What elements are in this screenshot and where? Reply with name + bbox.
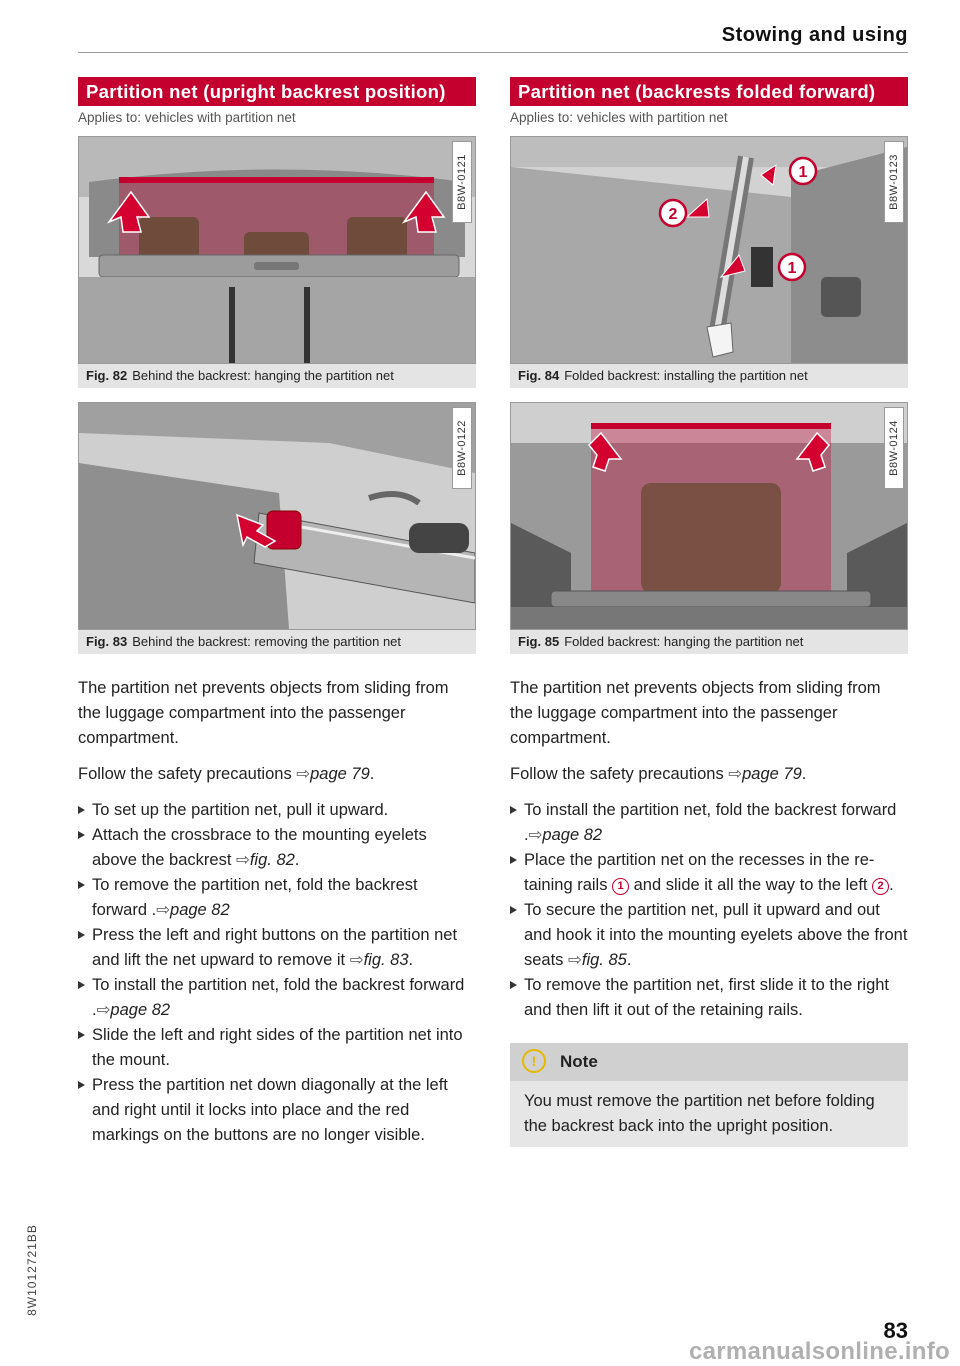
footer-watermark: carmanualsonline.info bbox=[688, 1338, 950, 1365]
figure-82-illustration bbox=[79, 137, 475, 363]
figure-84-illustration bbox=[511, 137, 907, 363]
callout-2-icon: 2 bbox=[872, 878, 889, 895]
xref-link[interactable]: page 79 bbox=[310, 765, 370, 783]
right-applies: Applies to: vehicles with partition net bbox=[510, 110, 728, 125]
right-steps bbox=[510, 798, 908, 1023]
figure-85 bbox=[510, 402, 908, 630]
list-item: Place the partition net on the recesses in the retaining rails 1 and slide it all the way to the left 2 . bbox=[510, 848, 908, 898]
list-item: Press the partition net down diagonally at the left and right until it locks into place and the red markings on the buttons are no longer visible. bbox=[78, 1073, 476, 1148]
xref-link[interactable]: fig. 83 bbox=[363, 951, 409, 969]
note-title: Note bbox=[560, 1052, 598, 1071]
note-header bbox=[510, 1043, 908, 1081]
document-code: 8W1012721BB bbox=[25, 1224, 39, 1316]
list-item: To secure the partition net, pull it upward and out and hook it into the mounting eyelets above the front seats ⇨fig. 85. bbox=[510, 898, 908, 973]
list-item: To remove the partition net, first slide it to the right and then lift it out of the retaining rails. bbox=[510, 973, 908, 1023]
note-body: You must remove the partition net before folding the backrest back into the upright position. bbox=[524, 1092, 875, 1135]
left-heading: Partition net (upright backrest position) bbox=[78, 77, 476, 106]
xref-link[interactable]: fig. 85 bbox=[581, 951, 627, 969]
figure-code: B8W-0122 bbox=[452, 407, 472, 489]
callout-2: 2 bbox=[668, 206, 678, 223]
list-item: To install the partition net, fold the backrest forward .⇨page 82 bbox=[78, 973, 476, 1023]
left-steps bbox=[78, 798, 476, 1148]
figure-83 bbox=[78, 402, 476, 630]
xref-link[interactable]: page 82 bbox=[170, 901, 230, 919]
right-body bbox=[510, 676, 908, 1023]
xref-link[interactable]: fig. 82 bbox=[249, 851, 295, 869]
figure-code: B8W-0124 bbox=[884, 407, 904, 489]
figure-code: B8W-0121 bbox=[452, 141, 472, 223]
xref-link[interactable]: page 79 bbox=[742, 765, 802, 783]
page-header bbox=[78, 22, 908, 53]
left-safety: Follow the safety precautions ⇨page 79. bbox=[78, 765, 375, 783]
figure-83-illustration bbox=[79, 403, 475, 629]
list-item: Press the left and right buttons on the partition net and lift the net upward to remove it ⇨fig. 83. bbox=[78, 923, 476, 973]
left-applies: Applies to: vehicles with partition net bbox=[78, 110, 296, 125]
left-column bbox=[78, 77, 476, 1148]
callout-1-icon: 1 bbox=[612, 878, 629, 895]
list-item: To install the partition net, fold the backrest forward .⇨page 82 bbox=[510, 798, 908, 848]
figure-85-caption: Fig. 85 Folded backrest: hanging the partition net bbox=[510, 630, 908, 654]
left-body bbox=[78, 676, 476, 1148]
section-title: Stowing and using bbox=[721, 24, 908, 46]
figure-83-caption: Fig. 83 Behind the backrest: removing the partition net bbox=[78, 630, 476, 654]
list-item: To remove the partition net, fold the backrest forward .⇨page 82 bbox=[78, 873, 476, 923]
figure-82-caption: Fig. 82 Behind the backrest: hanging the partition net bbox=[78, 364, 476, 388]
list-item: Slide the left and right sides of the partition net into the mount. bbox=[78, 1023, 476, 1073]
page-number: 83 bbox=[883, 1318, 908, 1343]
callout-1: 1 bbox=[787, 260, 797, 277]
right-safety: Follow the safety precautions ⇨page 79. bbox=[510, 765, 807, 783]
figure-code: B8W-0123 bbox=[884, 141, 904, 223]
callout-1: 1 bbox=[798, 164, 808, 181]
figure-84 bbox=[510, 136, 908, 364]
list-item: Attach the crossbrace to the mounting eyelets above the backrest ⇨fig. 82. bbox=[78, 823, 476, 873]
figure-84-caption: Fig. 84 Folded backrest: installing the partition net bbox=[510, 364, 908, 388]
xref-link[interactable]: page 82 bbox=[110, 1001, 171, 1019]
figure-82 bbox=[78, 136, 476, 364]
xref-link[interactable]: page 82 bbox=[542, 826, 603, 844]
list-item: To set up the partition net, pull it upward. bbox=[78, 798, 476, 823]
left-intro: The partition net prevents objects from sliding from the luggage compartment into the passenger compartment. bbox=[78, 679, 449, 747]
exclamation-icon: ! bbox=[522, 1049, 546, 1073]
figure-85-illustration bbox=[511, 403, 907, 629]
right-column bbox=[510, 77, 908, 1147]
note-box bbox=[510, 1043, 908, 1147]
right-intro: The partition net prevents objects from sliding from the luggage compartment into the passenger compartment. bbox=[510, 679, 881, 747]
right-heading: Partition net (backrests folded forward) bbox=[510, 77, 908, 106]
